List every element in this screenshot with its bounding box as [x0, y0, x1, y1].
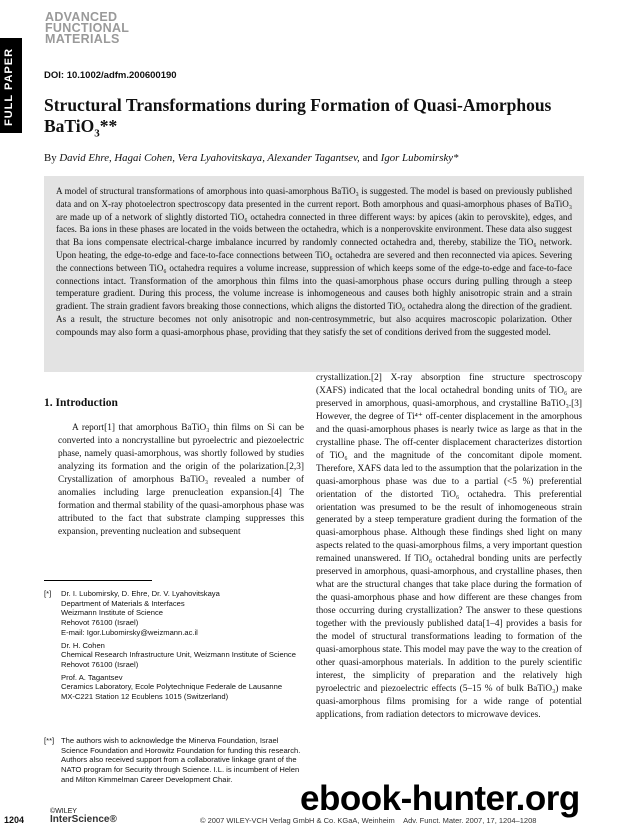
side-tab-label: FULL PAPER: [3, 47, 15, 126]
author-list: [44, 152, 458, 164]
page-number: 1204: [4, 815, 25, 825]
footnote-mark: [**]: [44, 736, 55, 745]
footnote-mark: [*]: [44, 589, 52, 598]
footnote-acknowledgment: [44, 736, 306, 785]
title-footnote-mark: **: [99, 116, 118, 136]
section-heading: 1. Introduction: [44, 397, 118, 409]
body-column-right: [316, 372, 582, 722]
footnote-line: Rehovot 76100 (Israel): [61, 659, 139, 669]
footnote-body: [61, 589, 306, 702]
doi: DOI: 10.1002/adfm.200600190: [44, 70, 177, 81]
footnote-body: The authors wish to acknowledge the Minerva Foundation, Israel Science Foundation and Horowitz Foundation for funding this research. Authors also received support from a collaborative linkage grant of the NATO program for Security through Science. I.L. is incumbent of Helen and Milton Kimmelman Career Development Chair.: [61, 736, 301, 784]
journal-reference: Adv. Funct. Mater. 2007, 17, 1204–1208: [403, 816, 537, 825]
abstract-text: A model of structural transformations of amorphous into quasi-amorphous BaTiO₃ is suggested. The model is based on previously published data and on X-ray photoelectron spectroscopy data presented in the current report. Both amorphous and quasi-amorphous phases of BaTiO₃ are made up of a network of slightly distorted TiO₆ octahedra connected in three different ways: by apices (akin to perovskite), edges, and faces. Ba ions in these phases are located in the voids between the octahedra, which is a nonperovskite environment. These data also suggest that Ba ions compensate electrical-charge imbalance incurred by randomly connected octahedra and, thereby, stabilize the TiO₆ network. Upon heating, the edge-to-edge and face-to-face connections between TiO₆ octahedra are severed and then reconnected via apices. Severing the connections between TiO₆ octahedra requires a volume increase, suppression of which keeps some of the edge-to-edge and face-to-face connections intact. Transformation of the amorphous thin films into the quasi-amorphous phase occurs during pulling through a steep temperature gradient. During this process, the volume increase is inhomogeneous and causes both highly anisotropic strain and a strain gradient. The strain gradient favors breaking those connections, which aligns the distorted TiO₆ octahedra along the direction of the gradient. As a result, the structure becomes not only anisotropic and non-centrosymmetric, but also acquires macroscopic polarization. Other compounds may also form a quasi-amorphous phase, providing that they satisfy the set of conditions derived from the suggested model.: [56, 186, 572, 337]
authors-prefix: By: [44, 152, 60, 164]
logo-line-2: FUNCTIONAL: [45, 21, 130, 35]
body-column-left: [58, 422, 304, 539]
copyright-text: © 2007 WILEY-VCH Verlag GmbH & Co. KGaA, Weinheim: [200, 816, 395, 825]
section-side-tab: [0, 38, 22, 133]
footnote-line: Dr. I. Lubomirsky, D. Ehre, Dr. V. Lyahovitskaya: [61, 589, 220, 598]
publisher-name: InterScience®: [50, 814, 117, 825]
article-title: [44, 95, 584, 145]
footnote-line: MX-C221 Station 12 Ecublens 1015 (Switzerland): [61, 692, 229, 702]
paragraph: A report[1] that amorphous BaTiO₃ thin films on Si can be converted into a noncrystalline but pyroelectric and piezoelectric phase, namely quasi-amorphous, was shortly followed by studies analyzing its formation and the origin of the polarization.[2,3] Crystallization of amorphous BaTiO₃ revealed a number of anomalies including large prenucleation expansion.[4] The formation and thermal stability of the quasi-amorphous phase was attributed to the fact that substrate clamping suppresses this expansion, preventing nucleation and subsequent: [58, 423, 304, 537]
footnote-line: Weizmann Institute of Science: [61, 608, 164, 618]
authors-and: and: [359, 152, 381, 164]
journal-logo: [45, 12, 155, 45]
footnote-line: Rehovot 76100 (Israel): [61, 618, 139, 628]
logo-line-1: ADVANCED: [45, 10, 118, 24]
footnote-line: Chemical Research Infrastructure Unit, Weizmann Institute of Science: [61, 650, 296, 660]
footnote-line: Department of Materials & Interfaces: [61, 598, 185, 608]
logo-line-3: MATERIALS: [45, 32, 120, 46]
footnote-line: Ceramics Laboratory, Ecole Polytechnique Federale de Lausanne: [61, 682, 283, 692]
authors-names: David Ehre, Hagai Cohen, Vera Lyahovitskaya, Alexander Tagantsev,: [59, 152, 360, 164]
watermark: ebook-hunter.org: [300, 779, 580, 818]
footnote-line: Prof. A. Tagantsev: [61, 672, 123, 682]
title-subscript: 3: [94, 127, 100, 140]
footnote-line: Dr. H. Cohen: [61, 640, 105, 650]
footnote-affiliations: [44, 589, 306, 702]
authors-last: Igor Lubomirsky*: [380, 152, 459, 164]
publisher-small: ©WILEY: [50, 808, 77, 815]
abstract-box: [44, 176, 584, 372]
title-text: Structural Transformations during Formation of Quasi-Amorphous BaTiO: [44, 95, 552, 136]
paragraph: crystallization.[2] X-ray absorption fine structure spectroscopy (XAFS) indicated that the local octahedral bonding units of TiO₆ are preserved in amorphous, quasi-amorphous, and crystalline BaTiO₃.[3] However, the degree of Ti⁴⁺ off-center displacement in the amorphous and the quasi-amorphous phases is nearly twice as large as that in the crystalline phase. The off-center displacement characterizes distortion of TiO₆ and the magnitude of the concomitant dipole moment. Therefore, XAFS data led to the assumption that the polarization in the quasi-amorphous phase was due to a partial (<5 %) preferential orientation of the distorted TiO₆ octahedra. This preferential orientation was presumed to be the result of inhomogeneous strain generated by a steep temperature gradient during the formation of the quasi-amorphous phase. Although these findings shed light on many aspects related to the quasi-amorphous films, a very important question remained unanswered. If TiO₆ octahedral bonding units are perfectly preserved in amorphous, quasi-amorphous, and crystalline phases, then what are the structural changes that take place during the formation of the quasi-amorphous phase and how different are these changes from those occurring during crystallization? The answer to these questions together with the previously published data[1–4] provides a basis for the model of structural transformations leading to formation of the quasi-amorphous state. This model may pave the way to the creation of other quasi-amorphous materials. In addition to the purely scientific interest, the simplicity of preparation and the relatively high pyroelectric and piezoelectric effects (5–15 % of bulk BaTiO₃) make quasi-amorphous films promising for a wide range of potential applications, from radiation detectors to microwave devices.: [316, 373, 582, 720]
publisher-logo: [50, 808, 117, 825]
footnote-rule: [44, 580, 152, 581]
footnote-email: E-mail: Igor.Lubomirsky@weizmann.ac.il: [61, 627, 198, 637]
